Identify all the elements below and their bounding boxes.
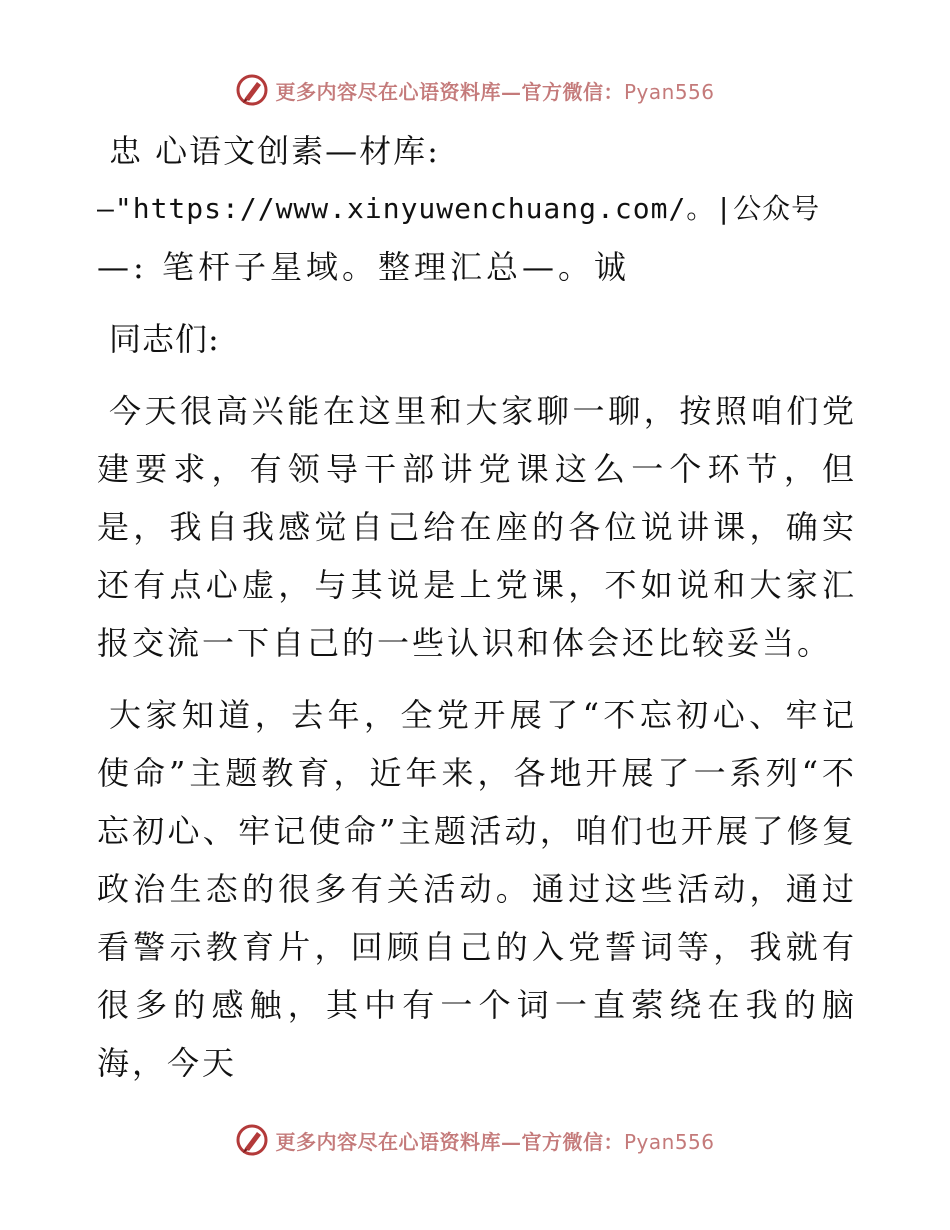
watermark-text [275,76,714,105]
header-line-1: 忠 心语文创素—材库: [109,132,440,170]
watermark-banner-top [0,70,950,110]
watermark-wechat-id: Pyan556 [623,1129,715,1154]
watermark-text [275,1126,714,1155]
salutation: 同志们: [109,320,220,358]
pen-nib-logo-icon [235,1123,269,1157]
header-line-3: —: 笔杆子星域。整理汇总—。诚 [97,248,630,286]
watermark-label: 更多内容尽在心语资料库—官方微信： [275,1129,624,1154]
pen-nib-logo-icon [235,73,269,107]
watermark-banner-bottom [0,1120,950,1160]
paragraph-2: 大家知道，去年，全党开展了“不忘初心、牢记使命”主题教育，近年来，各地开展了一系列“不忘初心、牢记使命”主题活动，咱们也开展了修复政治生态的很多有关活动。通过这些活动，通过看警示教育片，回顾自己的入党誓词等，我就有很多的感触，其中有一个词一直萦绕在我的脑海，今天 [97,696,857,1082]
watermark-label: 更多内容尽在心语资料库—官方微信： [275,79,624,104]
document-body [97,122,857,1092]
header-line-2: —"https://www.xinyuwenchuang.com/。|公众号 [97,192,821,225]
watermark-wechat-id: Pyan556 [623,79,715,104]
paragraph-1: 今天很高兴能在这里和大家聊一聊，按照咱们党建要求，有领导干部讲党课这么一个环节，但是，我自我感觉自己给在座的各位说讲课，确实还有点心虚，与其说是上党课，不如说和大家汇报交流一下自己的一些认识和体会还比较妥当。 [97,392,857,662]
